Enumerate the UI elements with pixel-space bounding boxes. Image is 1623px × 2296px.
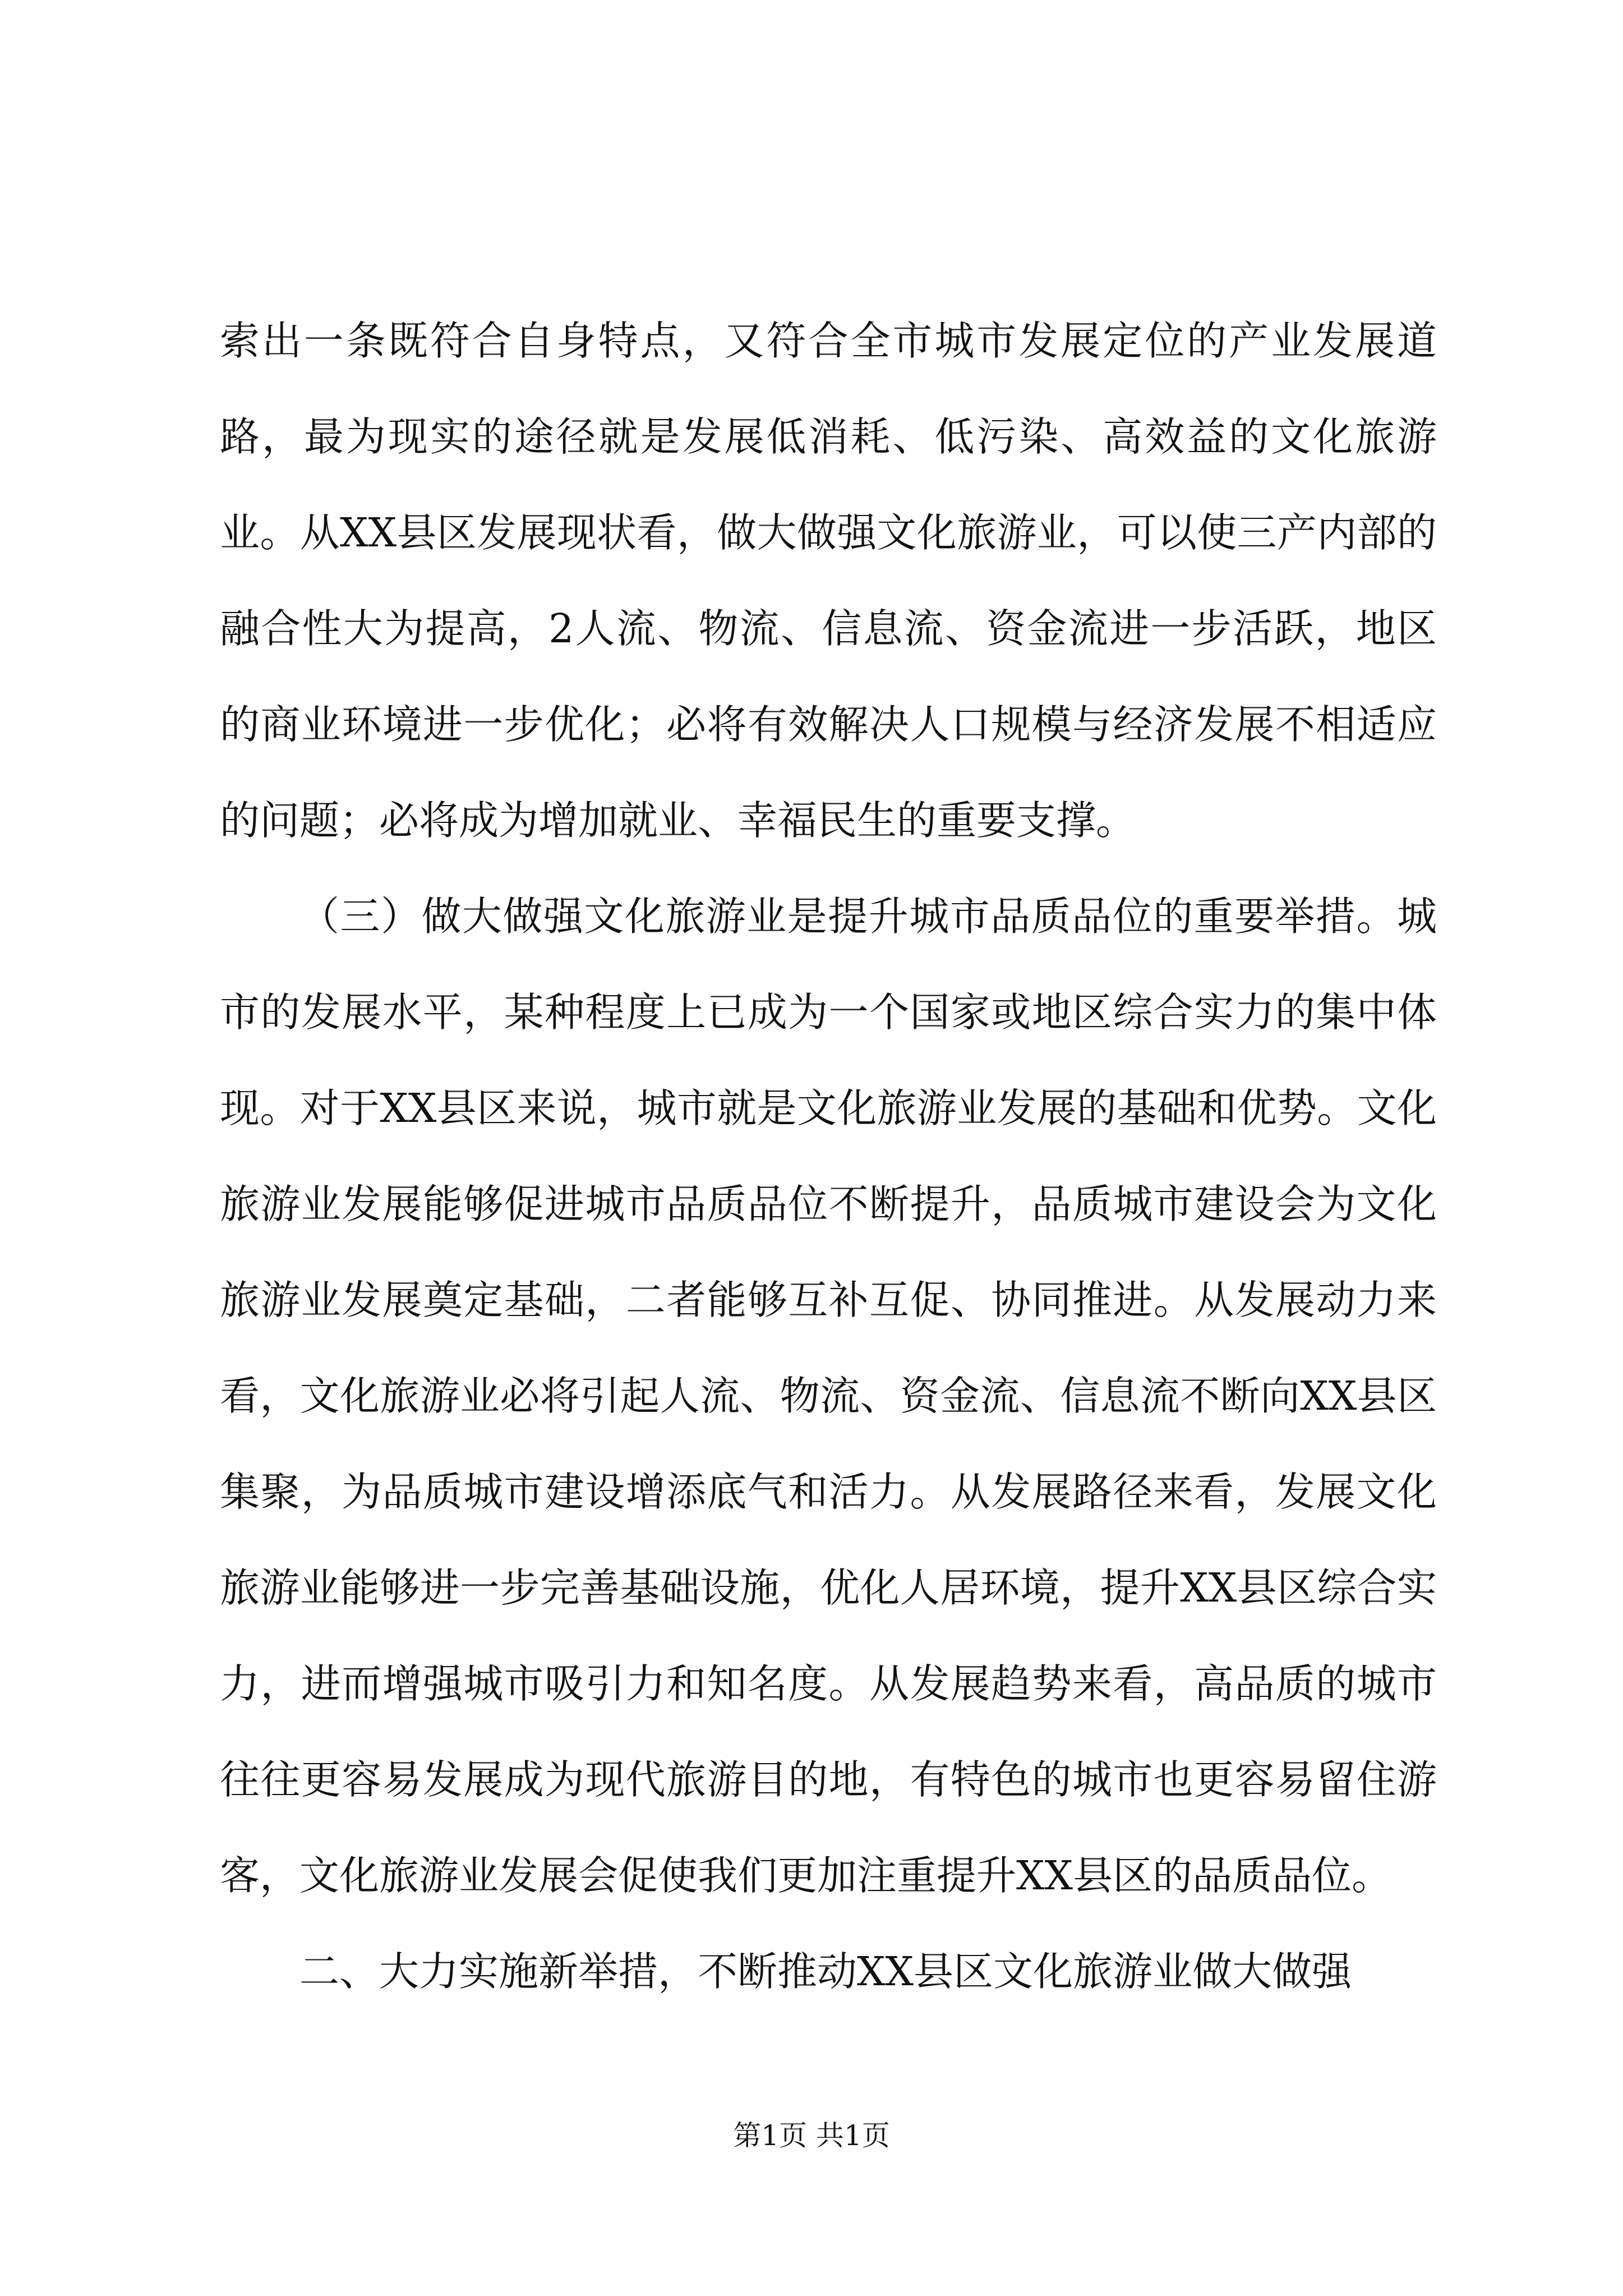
section-heading-two: 二、大力实施新举措，不断推动XX县区文化旅游业做大做强 [299,1948,1352,1995]
document-body [220,293,1437,2019]
paragraph-section-three: （三）做大做强文化旅游业是提升城市品质品位的重要举措。城市的发展水平，某种程度上已成为一个国家或地区综合实力的集中体现。对于XX县区来说，城市就是文化旅游业发展的基础和优势。文化旅游业发展能够促进城市品质品位不断提升，品质城市建设会为文化旅游业发展奠定基础，二者能够互补互促、协同推进。从发展动力来看，文化旅游业必将引起人流、物流、资金流、信息流不断向XX县区集聚，为品质城市建设增添底气和活力。从发展路径来看，发展文化旅游业能够进一步完善基础设施，优化人居环境，提升XX县区综合实力，进而增强城市吸引力和知名度。从发展趋势来看，高品质的城市往往更容易发展成为现代旅游目的地，有特色的城市也更容易留住游客，文化旅游业发展会促使我们更加注重提升XX县区的品质品位。 [220,893,1437,1899]
page-footer: 第1页 共1页 [733,2119,890,2152]
paragraph-continuation: 索出一条既符合自身特点，又符合全市城市发展定位的产业发展道路，最为现实的途径就是发展低消耗、低污染、高效益的文化旅游业。从XX县区发展现状看，做大做强文化旅游业，可以使三产内部的融合性大为提高，2人流、物流、信息流、资金流进一步活跃，地区的商业环境进一步优化；必将有效解决人口规模与经济发展不相适应的问题；必将成为增加就业、幸福民生的重要支撑。 [220,318,1437,844]
